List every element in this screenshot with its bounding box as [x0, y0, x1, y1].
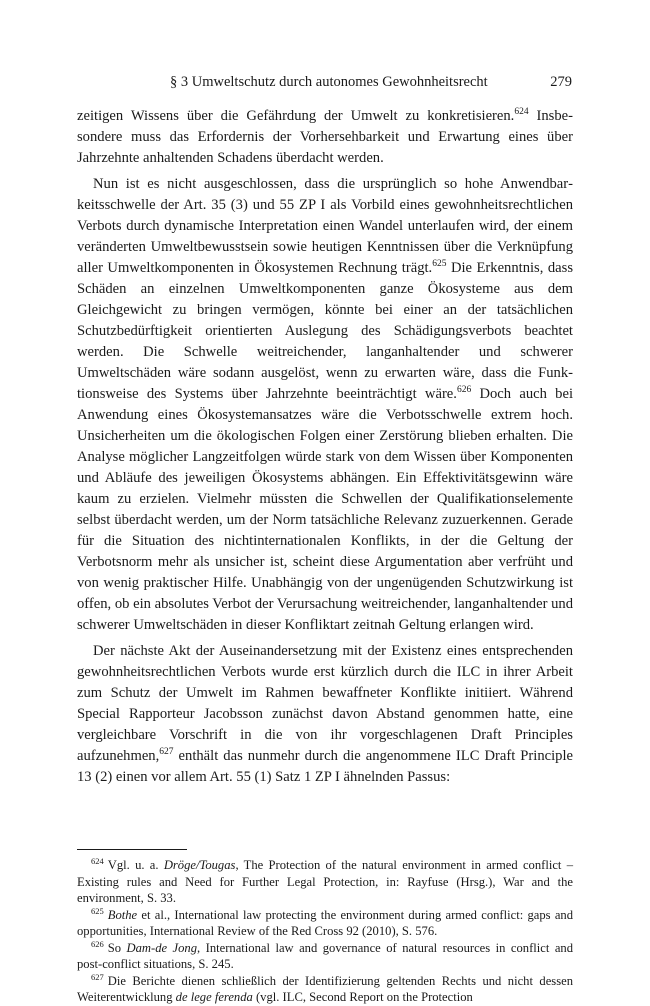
footnote-625: [77, 907, 573, 940]
footnote-ref: 624: [514, 107, 529, 117]
footnote-number: 624: [91, 856, 104, 866]
text-run: Der nächste Akt der Auseinandersetzung mit der Existenz eines entsprechenden gewohnheitsrechtlichen Verbots wurde erst kürzlich durch die ILC in ihrer Arbeit zum Schutz der Umwelt im Rahmen bewaffneter Konflikte initiiert. Während Special Rapporteur Jacobsson zunächst davon Abstand genommen hatte, eine vergleichbare Vorschrift in die von ihr vorgeschlagenen Draft Principles aufzunehmen,: [77, 643, 573, 764]
footnote-624: [77, 857, 573, 907]
text-run: Doch auch bei Anwendung eines Ökosystemansatzes wäre die Verbotsschwelle extrem hoch. Unsicherheiten um die ökologischen Folgen einer Zerstörung blieben erhalten. Die Analyse möglicher Langzeitfolgen würde stark von dem Wissen über Komponenten und Abläufe des jeweiligen Ökosystems abhängen. Ein Effektivitätsgewinn wäre kaum zu erzielen. Vielmehr müssten die Schwellen der Qualifikationselemente selbst überdacht werden, um der Norm tatsächliche Relevanz zuzuerkennen. Gerade für die Situation des nichtinternationalen Konflikts, in der die Geltung der Verbotsnorm mehr als unsicher ist, scheint diese Argumentation aber verfrüht und von wenig praktischer Hilfe. Unabhängig von der ungenügenden Schutzwirkung ist offen, ob ein absolutes Verbot der Verursachung weitreichender, langanhaltender und schwerer Umweltschäden in dieser Konfliktart zeitnah Geltung erlangen wird.: [77, 386, 574, 633]
footnote-author: Dröge/Tougas: [163, 858, 236, 872]
text-run: Insbesondere muss das Erfordernis der Vorhersehbarkeit und Erwartung eines über Jahrzehnte anhaltenden Schadens überdacht werden.: [77, 108, 573, 166]
paragraph-3: [77, 641, 573, 788]
text-run: Die Erkenntnis, dass Schäden an einzelnen Umweltkomponenten ganze Ökosysteme aus dem Gleichgewicht zu bringen vermögen, könnte bei einer an der tatsächlichen Schutzbedürftigkeit orientierten Auslegung des Schädigungsverbots beachtet werden. Die Schwelle weitreichender, langanhaltender und schwerer Umweltschäden wäre sodann ausgelöst, wenn zu erwarten wäre, dass die Funktionsweise des Systems über Jahrzehnte beeinträchtigt wäre.: [77, 260, 574, 402]
footnote-author: Dam-de Jong: [126, 940, 198, 955]
footnote-627: [77, 973, 573, 1006]
paragraph-2: [77, 174, 573, 636]
footnote-text: So: [107, 940, 127, 955]
footnote-ref: 626: [456, 385, 472, 395]
main-text: [77, 106, 573, 788]
footnote-number: 625: [91, 905, 104, 916]
running-title: § 3 Umweltschutz durch autonomes Gewohnheitsrecht: [170, 74, 488, 90]
footnotes: [77, 857, 573, 1006]
footnote-ref: 627: [159, 747, 174, 757]
footnote-text: Die Berichte dienen schließlich der Identifizierung geltenden Rechts und nicht dessen Weiterentwicklung: [77, 973, 573, 1004]
footnote-author: Bothe: [107, 907, 138, 922]
footnote-text: , International law and governance of natural resources in conflict and post-conflict situations, S. 245.: [77, 940, 573, 971]
footnote-separator: [77, 849, 187, 850]
footnote-number: 626: [91, 938, 104, 949]
page-number: 279: [550, 74, 572, 90]
text-run: Nun ist es nicht ausgeschlossen, dass die ursprünglich so hohe Anwendbarkeitsschwelle der Art. 35 (3) und 55 ZP I als Vorbild eines gewohnheitsrechtlichen Verbots durch dynamische Interpretation einen Wandel unterlaufen wird, der einem veränderten Umweltbewusstsein sowie heutigen Kenntnissen über die Verknüpfung aller Umweltkomponenten in Ökosystemen Rechnung trägt.: [77, 176, 573, 276]
paragraph-1: [77, 106, 573, 169]
footnote-number: 627: [91, 971, 104, 982]
footnote-text: et al., International law protecting the environment during armed conflict: gaps and opportunities, International Review of the Red Cross 92 (2010), S. 576.: [77, 907, 573, 938]
text-run: enthält das nunmehr durch die angenommene ILC Draft Principle 13 (2) einen vor allem Art. 55 (1) Satz 1 ZP I ähnelnden Passus:: [77, 748, 573, 785]
footnote-text: (vgl. ILC, Second Report on the Protection: [252, 990, 473, 1004]
footnote-text: , The Protection of the natural environment in armed conflict – Existing rules and Need for Further Legal Protection, in: Rayfuse (Hrsg.), War and the environment, S. 33.: [77, 858, 573, 905]
footnote-626: [77, 940, 573, 973]
text-run: zeitigen Wissens über die Gefährdung der Umwelt zu konkretisieren.: [77, 108, 515, 124]
footnote-ref: 625: [432, 259, 447, 269]
footnote-text: Vgl. u. a.: [107, 858, 164, 872]
footnote-emphasis: de lege ferenda: [175, 990, 253, 1004]
